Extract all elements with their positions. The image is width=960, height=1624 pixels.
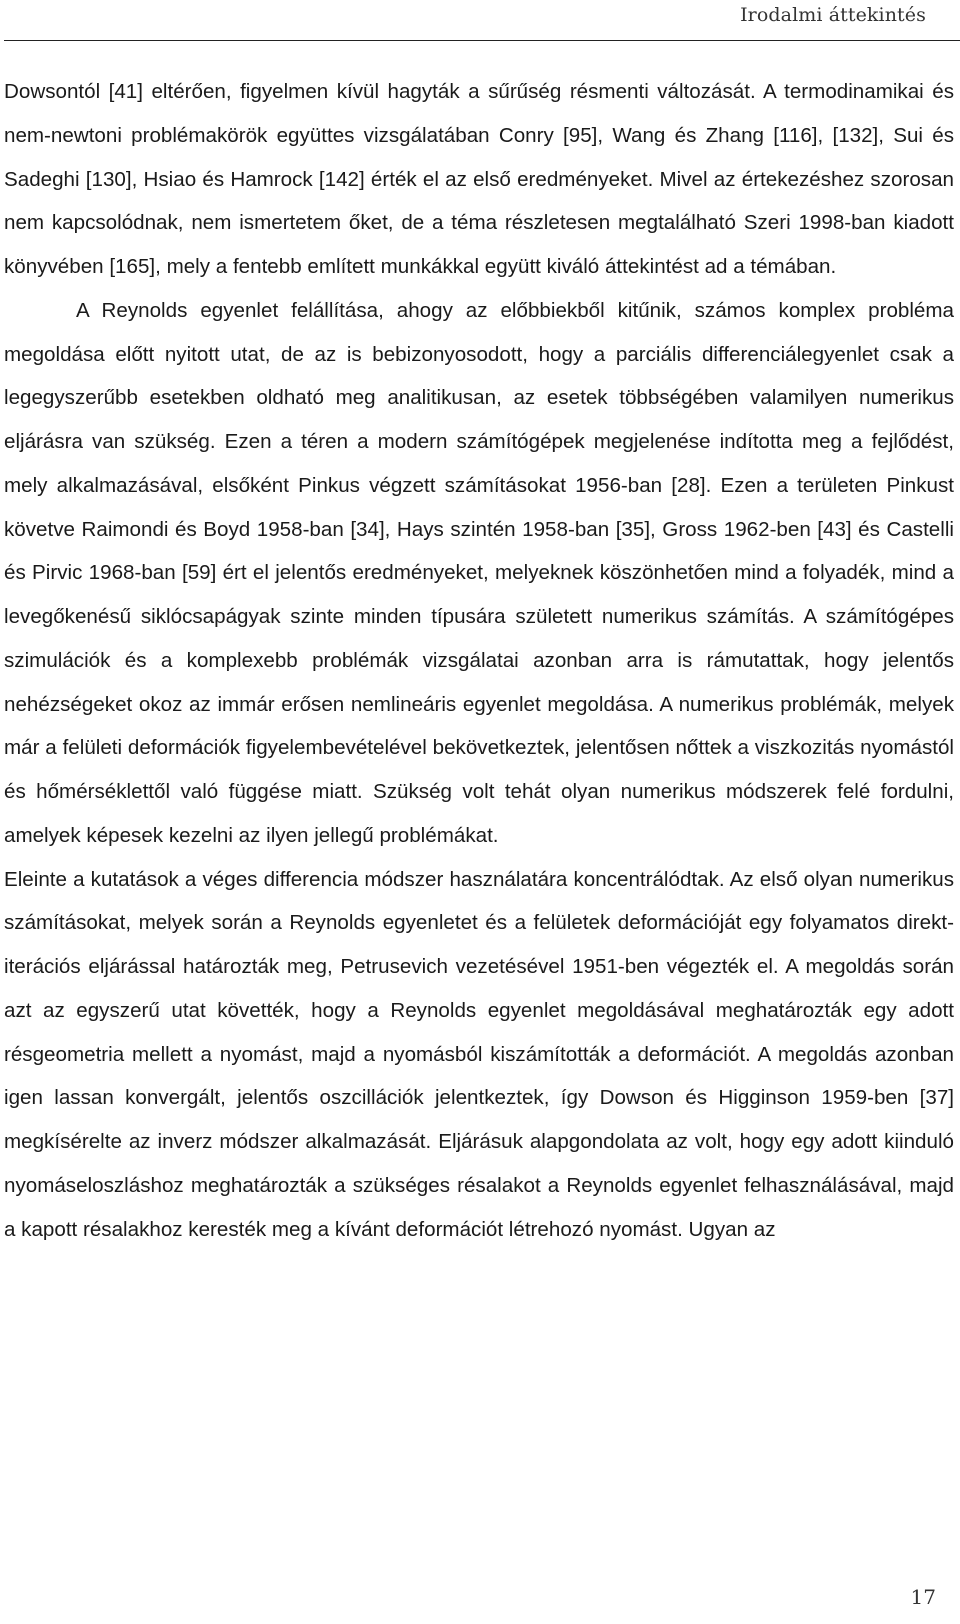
page-number: 17	[910, 1585, 936, 1609]
header-rule	[4, 40, 960, 41]
body-text	[4, 70, 954, 1251]
paragraph-2: A Reynolds egyenlet felállítása, ahogy az előbbiekből kitűnik, számos komplex probléma megoldása előtt nyitott utat, de az is bebizonyosodott, hogy a parciális differenciálegyenlet csak a legegyszerűbb esetekben oldható meg analitikusan, az esetek többségében valamilyen numerikus eljárásra van szükség. Ezen a téren a modern számítógépek megjelenése indította meg a fejlődést, mely alkalmazásával, elsőként Pinkus végzett számításokat 1956-ban [28]. Ezen a területen Pinkust követve Raimondi és Boyd 1958-ban [34], Hays szintén 1958-ban [35], Gross 1962-ben [43] és Castelli és Pirvic 1968-ban [59] ért el jelentős eredményeket, melyeknek köszönhetően mind a folyadék, mind a levegőkenésű siklócsapágyak szinte minden típusára született numerikus számítás. A számítógépes szimulációk és a komplexebb problémák vizsgálatai azonban arra is rámutattak, hogy jelentős nehézségeket okoz az immár erősen nemlineáris egyenlet megoldása. A numerikus problémák, melyek már a felületi deformációk figyelembevételével bekövetkeztek, jelentősen nőttek a viszkozitás nyomástól és hőmérséklettől való függése miatt. Szükség volt tehát olyan numerikus módszerek felé fordulni, amelyek képesek kezelni az ilyen jellegű problémákat.	[4, 298, 954, 847]
running-header: Irodalmi áttekintés	[740, 4, 926, 26]
paragraph-1: Dowsontól [41] eltérően, figyelmen kívül hagyták a sűrűség résmenti változását. A termodinamikai és nem-newtoni problémakörök együttes vizsgálatában Conry [95], Wang és Zhang [116], [132], Sui és Sadeghi [130], Hsiao és Hamrock [142] érték el az első eredményeket. Mivel az értekezéshez szorosan nem kapcsolódnak, nem ismertetem őket, de a téma részletesen megtalálható Szeri 1998-ban kiadott könyvében [165], mely a fentebb említett munkákkal együtt kiváló áttekintést ad a témában.	[4, 80, 954, 278]
paragraph-3: Eleinte a kutatások a véges differencia módszer használatára koncentrálódtak. Az első olyan numerikus számításokat, melyek során a Reynolds egyenletet és a felületek deformációját egy folyamatos direkt-iterációs eljárással határozták meg, Petrusevich vezetésével 1951-ben végezték el. A megoldás során azt az egyszerű utat követték, hogy a Reynolds egyenlet megoldásával meghatározták egy adott résgeometria mellett a nyomást, majd a nyomásból kiszámították a deformációt. A megoldás azonban igen lassan konvergált, jelentős oszcillációk jelentkeztek, így Dowson és Higginson 1959-ben [37] megkísérelte az inverz módszer alkalmazását. Eljárásuk alapgondolata az volt, hogy egy adott kiinduló nyomáseloszláshoz meghatározták a szükséges résalakot a Reynolds egyenlet felhasználásával, majd a kapott résalakhoz keresték meg a kívánt deformációt létrehozó nyomást. Ugyan az	[4, 867, 954, 1241]
